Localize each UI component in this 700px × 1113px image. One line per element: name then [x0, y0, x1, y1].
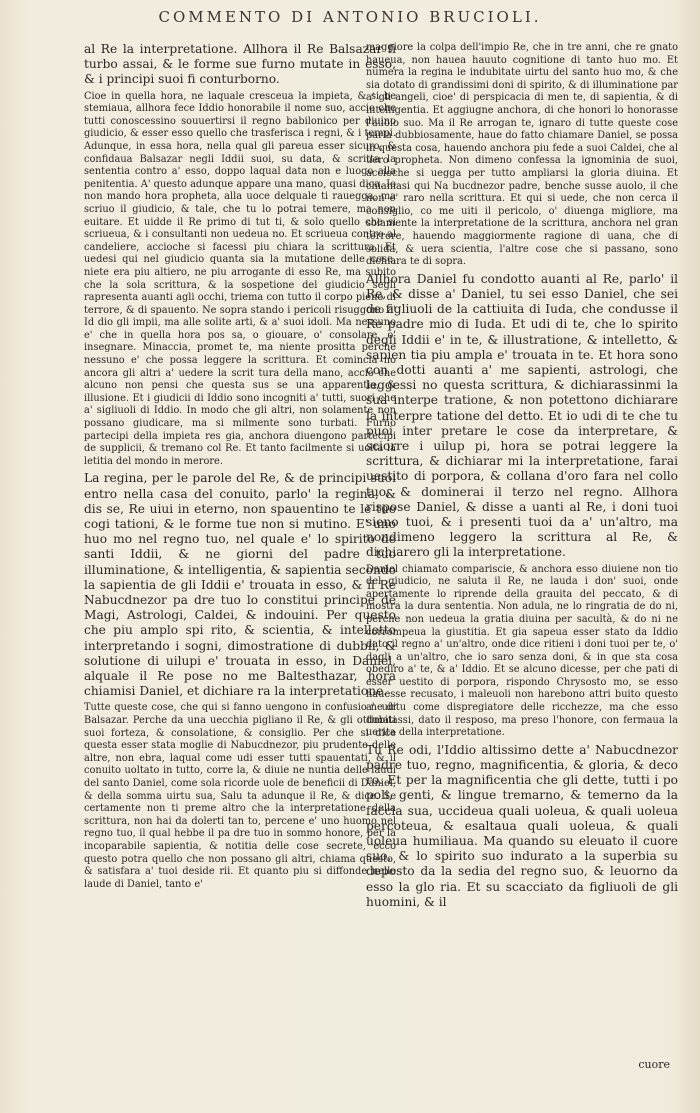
right-text-column — [366, 42, 678, 913]
left-paragraph: La regina, per le parole del Re, & de principi suoi entro nella casa del conuito, parlo' la regina, & dis se, Re uiui in eterno, non spauentino te le tue cogi tationi, & le forme tue non si mutino. E' uno huo mo nel regno tuo, nel quale e' lo spirito de santi Iddii, & ne giorni del padre tuo illuminatione, & intelligentia, & sapientia secondo la sapientia de gli Iddii e' trouata in esso, & il Re Nabucdnezor pa dre tuo lo constitui principe de Magi, Astrologi, Caldei, & indouini. Per questo che piu amplo spi rito, & scientia, & intelletto interpretando i sogni, dimostratione di dubbii, & solutione di uilupi e' trouata in esso, in Daniel, alquale il Re pose no me Baltesthazar, hora chiamisi Daniel, et dichiare ra la interpretatione. — [84, 471, 396, 699]
right-paragraph: Allhora Daniel fu condotto auanti al Re, parlo' il Re, & disse a' Daniel, tu sei esso Daniel, che sei de figliuoli de la cattiuita di Iuda, che condusse il Re padre mio di Iuda. Et udi di te, che lo spirito degli Iddii e' in te, & illustratione, & intelletto, & sapien tia piu ampla e' trouata in te. Et hora sono con dotti auanti a' me sapienti, astrologi, che leggessi no questa scrittura, & dichiarassinmi la sua interpe tratione, & non potettono dichiarare la interpre tatione del detto. Et io udi di te che tu puoi inter pretare le cose da interpretare, & sciorre i uilup pi, hora se potrai leggere la scrittura, & dichiarar mi la interpretatione, farai uestito di porpora, & collana d'oro fara nel collo tuo, & dominerai il terzo nel regno. Allhora rispose Daniel, & disse a uanti al Re, i doni tuoi sieno tuoi, & i presenti tuoi da a' un'altro, ma nondimeno leggero la scrittura al Re, & dichiarero gli la interpretatione. — [366, 271, 678, 560]
left-text-column — [84, 42, 396, 894]
running-title: COMMENTO DI ANTONIO BRUCIOLI. — [158, 8, 542, 26]
left-paragraph: al Re la interpretatione. Allhora il Re Balsazar fi turbo assai, & le forme sue furno mutate in esso, & i principi suoi fi conturborno. — [84, 42, 396, 87]
right-paragraph: Daniel chiamato compariscie, & anchora esso diuiene non tio del giudicio, ne saluta il Re, ne lauda i don' suoi, onde apertamente lo riprende della grauita del peccato, & di mostra la dura sententia. Non adula, ne lo ringratia de do ni, perche non uedeua la gratia diuina per sacultà, & do ni ne corrompeua la giustitia. Et gia sapeua esser stato da Iddio dato il regno a' un'altro, onde dice ritieni i doni tuoi per te, o' dagli a un'altro, che io saro senza doni, & in que sta cosa obediro a' te, & a' Iddio. Et se alcuno dicesse, per che pati di esser uestito di porpora, rispondo Chrysosto mo, se esso hauesse recusato, i maleuoli non harebono attri buito questo a' uirtu come dispregiatore delle ricchezze, ma che esso dubitassi, dato il resposo, ma preso l'honore, con fermaua la uerita della interpretatione. — [366, 563, 678, 739]
catchword: cuore — [638, 1058, 670, 1071]
right-paragraph: maggiore la colpa dell'impio Re, che in tre anni, che re gnato haueua, non hauea hauuto cognitione di tanto huo mo. Et numera la regina le indubitate uirtu del santo huo mo, & che sia dotato di grandissimi doni di spirito, & di illuminatione par a' gli angeli, cioe' di perspicacia di men te, di sapientia, & di intelligentia. Et aggiugne anchora, di che honori lo honorasse l'auolo suo. Ma il Re arrogan te, ignaro di tutte queste cose parla dubbiosamente, haue do fatto chiamare Daniel, se possa in questa cosa, hauendo anchora piu fede a suoi Caldei, che al uero propheta. Non dimeno confessa la ignominia de suoi, accioche si uegga per tutto ampliarsi la gloria diuina. Et chiamasi qui Na bucdnezor padre, benche susse auolo, il che non e' raro nella scrittura. Et qui si uede, che non cerca il consiglio, co me uiti il pericolo, o' diuenga migliore, ma solamente la interpretatione de la scrittura, anchora nel gran terrore, hauendo maggiormente ragione di uana, che di solida, & uera scientia, l'altre cose che si passano, sono dichiara te di sopra. — [366, 42, 678, 268]
left-paragraph: Cioe in quella hora, ne laquale cresceua la impieta, & si be stemiaua, allhora fece Iddio honorabile il nome suo, accio che tutti conoscessino souuertirsi il regno babilonico per diuino giudicio, & esser esso quello che trasferisca i regni, & i tempi. Adunque, in essa hora, nella qual gli pareua esser sicuro, & confidaua Balsazar negli Iddii suoi, su data, & scritta la sententia contro a' esso, doppo laqual data non e luogo alla penitentia. A' questo adunque appare una mano, quasi dica. Io non mando hora propheta, alla uoce delquale ti rauegga, ma scriuo il giudicio, & tale, che tu lo potrai temere, ma non euitare. Et uidde il Re primo di tut ti, & solo quello che si scriueua, & i consultanti non uedeua no. Et scriueua contro al candeliere, accioche si facessi piu chiara la scrittura. Et uedesi qui nel giudicio quanta sia la mutatione delle cose, niete era piu altiero, ne piu arrogante di esso Re, ma subito che la sola scrittura, & la sospetione del giudicio segli rapresenta auanti agli occhi, triema con tutto il corpo pieno di terrore, & di spauento. Ne sopra stando i pericoli risuggono a' Id dio gli impii, ma alle solite arti, & a' suoi idoli. Ma nessuno e' che in quella hora pos sa, o giouare, o' consolare, o' insegnare. Minaccia, promet te, ma niente prositta perche nessuno e' che possa leggere la scrittura. Et comincia no ancora gli altri a' uedere la scrit tura della mano, accio che alcuno non pensi che questa sus se una apparentia, & illusione. Et i giudicii di Iddio sono incogniti a' tutti, suori che a' sigliuoli di Iddio. In modo che gli altri, non solamente non possano giudicare, ma si milmente sono turbati. Furno partecipi della impieta res gia, anchora diuengono partecipi de supplicii, & tremano col Re. Et tanto facilmente si uolta la letitia del mondo in merore. — [84, 90, 396, 467]
left-paragraph: Tutte queste cose, che qui si fanno uengono in confusio ne di Balsazar. Perche da una uecchia pigliano il Re, & gli ottimati suoi forteza, & consolatione, & consiglio. Per che si dice questa esser stata moglie di Nabucdnezor, piu prudente delle altre, non ebra, laqual come udi esser tutti spauentati, & il conuito uoltato in tutto, corre la, & diuie ne nuntia delle laudi del santo Daniel, come sola ricorde uole de beneficii di Daniel, & della somma uirtu sua, Salu ta adunque il Re, & dice. Se certamente non ti preme altro che la interpretatione della scrittura, non hai da dolerti tan to, percene e' uno huomo nel regno tuo, il qual hebbe il pa dre tuo in sommo honore, per la incoparabile sapientia, & notitia delle cose secrete, ecco questo potra quello che non possano gli altri, chiama questo, & satisfara a' tuoi deside rii. Et quanto piu si diffonde nelle laude di Daniel, tanto e' — [84, 702, 396, 890]
right-paragraph: Tu Re odi, l'Iddio altissimo dette a' Nabucdnezor padre tuo, regno, magnificentia, & gloria, & deco ro. Et per la magnificentia che gli dette, tutti i po poli, genti, & lingue tremarno, & temerno da la faccia sua, uccideua quali uoleua, & quali uoleua percoteua, & esaltaua quali uoleua, & quali uoleua humiliaua. Ma quando su eleuato il cuore suo, & lo spirito suo indurato a la superbia su deposto da la sedia del regno suo, & leuorno da esso la glo ria. Et su scacciato da figliuoli de gli huomini, & il — [366, 742, 678, 909]
